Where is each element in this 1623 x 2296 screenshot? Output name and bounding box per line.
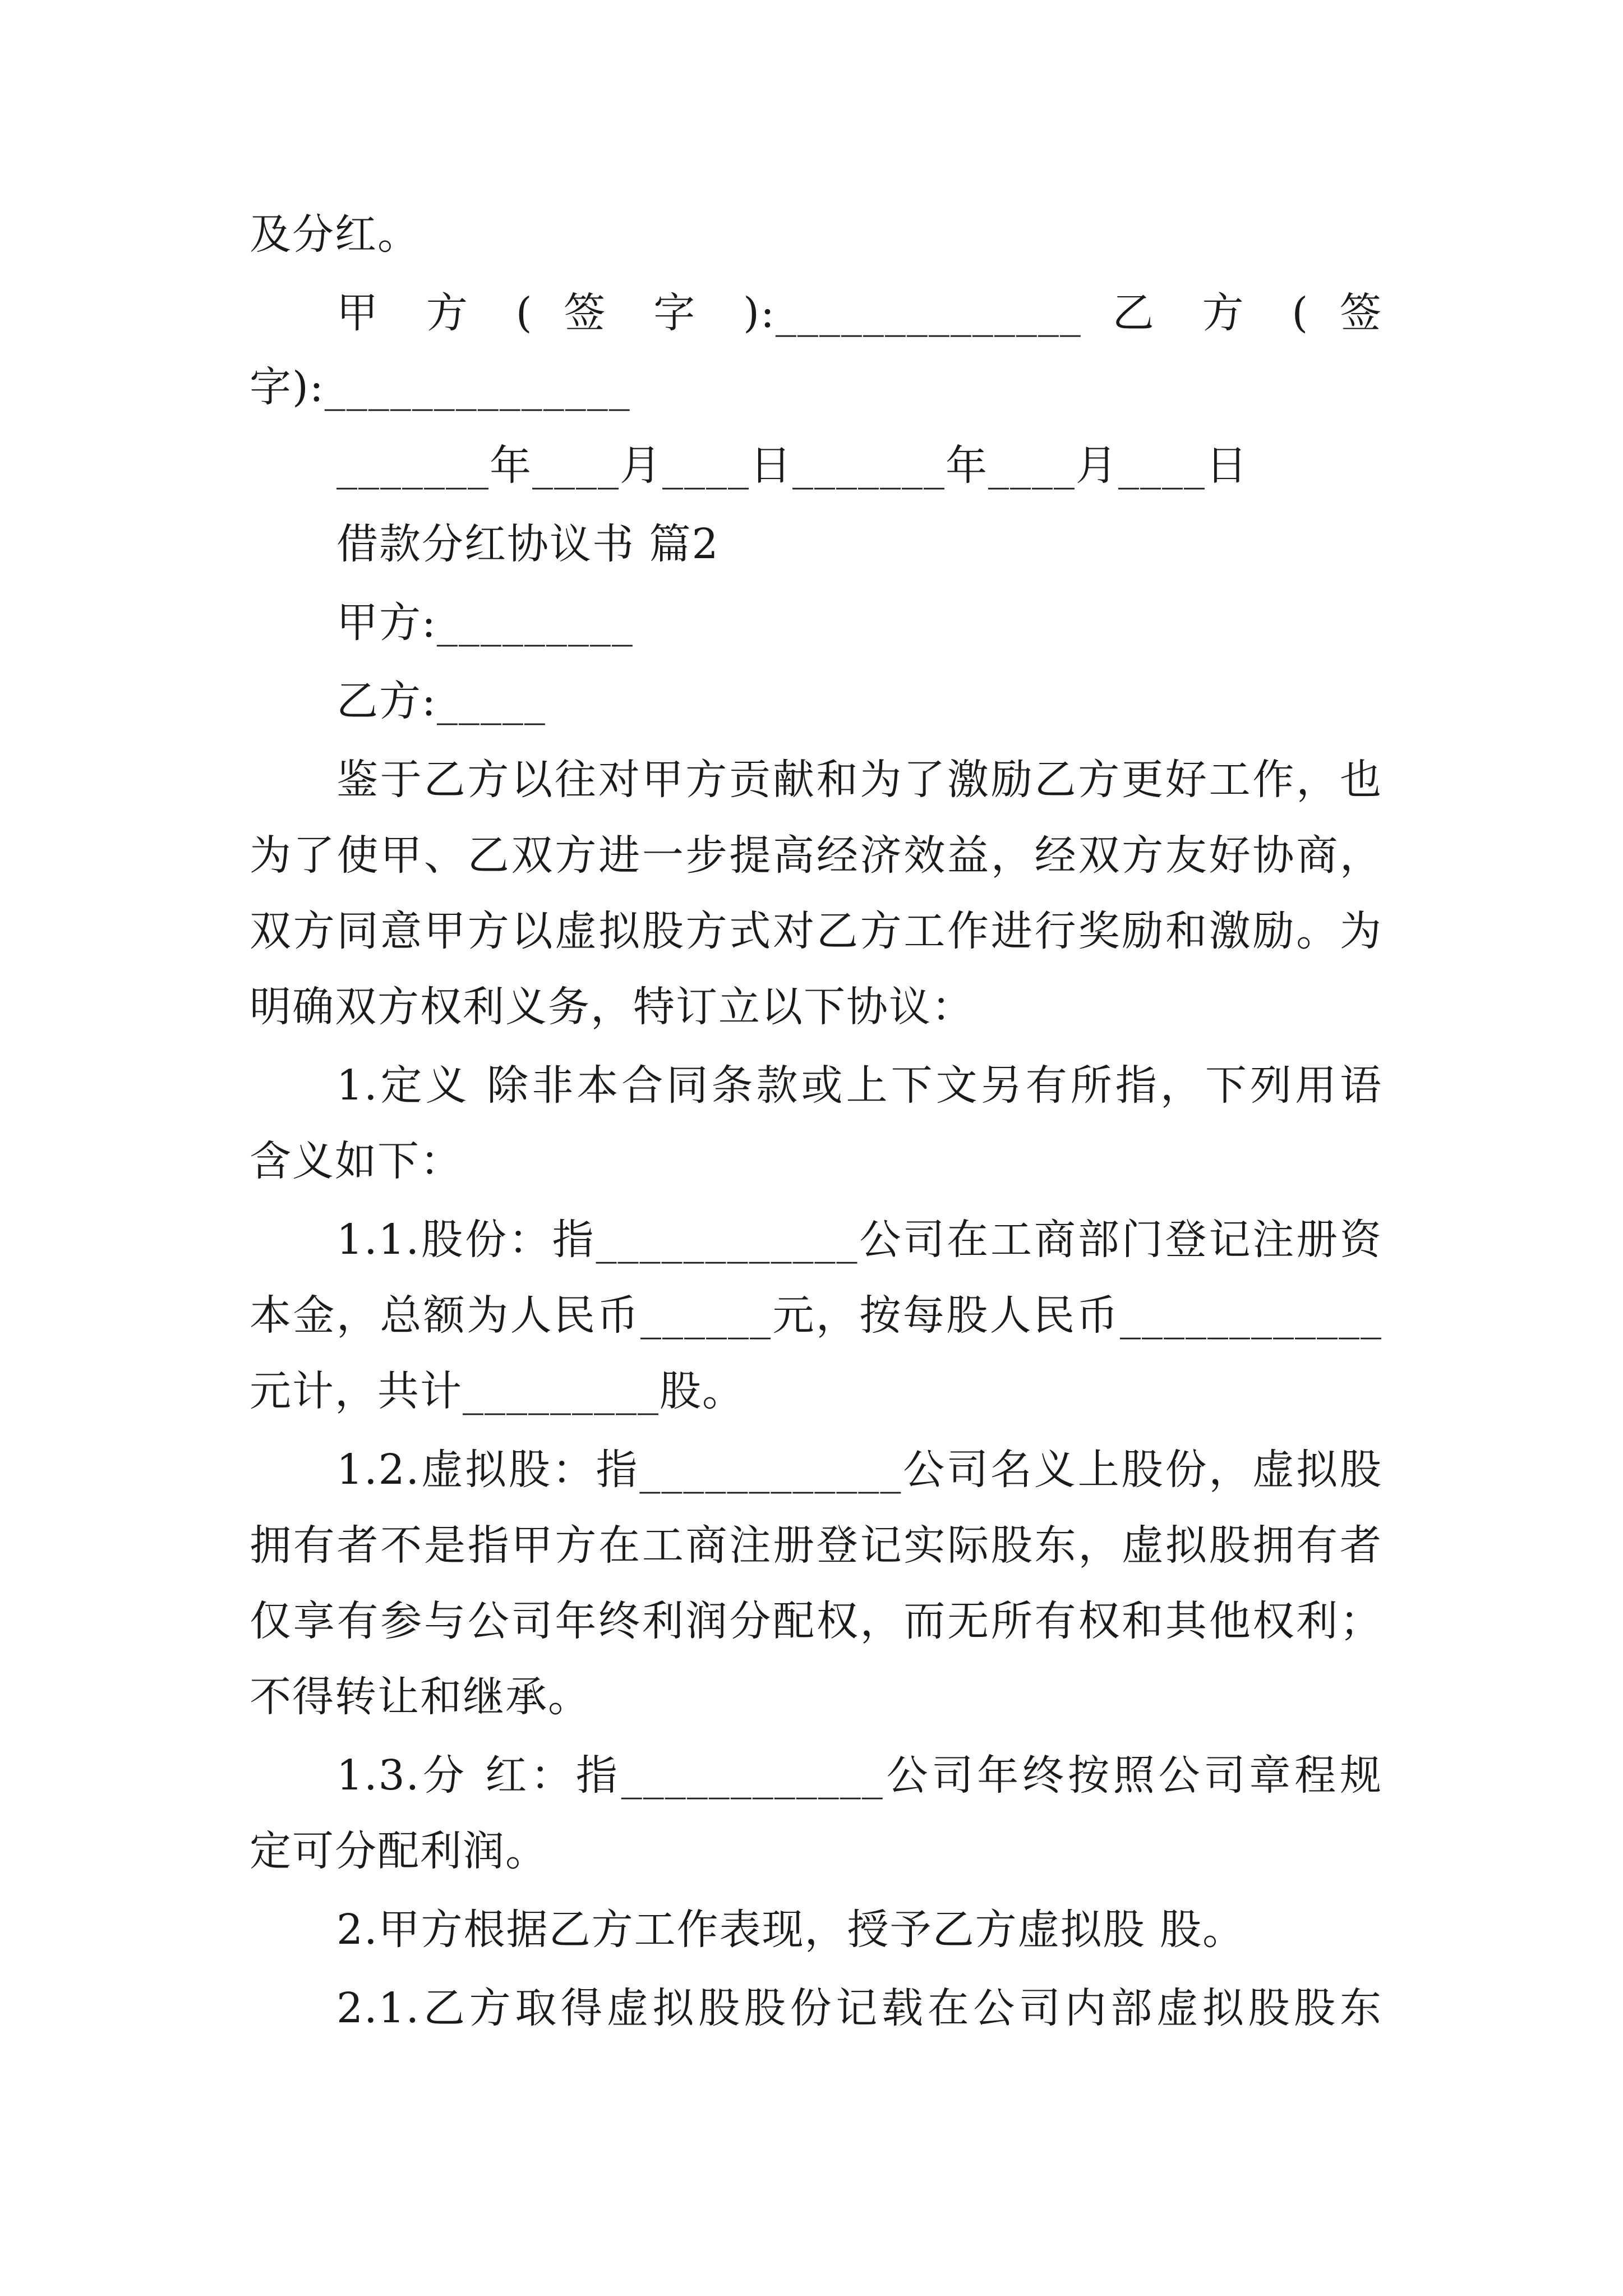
clause-line: 本金，总额为人民币______元，按每股人民币____________ <box>250 1291 1382 1340</box>
clause-line: 1.2.虚拟股：指____________公司名义上股份，虚拟股 <box>336 1446 1382 1494</box>
signature-line-2: 字):______________ <box>250 363 631 411</box>
paragraph-line: 双方同意甲方以虚拟股方式对乙方工作进行奖励和激励。为 <box>250 907 1382 955</box>
clause-line: 2.甲方根据乙方工作表现，授予乙方虚拟股 股。 <box>336 1906 1246 1954</box>
clause-line: 1.1.股份：指____________公司在工商部门登记注册资 <box>336 1216 1382 1264</box>
party-a-line: 甲方:_________ <box>336 599 634 647</box>
clause-line: 定可分配利润。 <box>250 1827 548 1875</box>
paragraph-line: 为了使甲、乙双方进一步提高经济效益，经双方友好协商， <box>250 831 1382 880</box>
clause-line: 1.定义 除非本合同条款或上下文另有所指，下列用语 <box>336 1061 1382 1110</box>
paragraph-line: 鉴于乙方以往对甲方贡献和为了激励乙方更好工作，也 <box>336 756 1382 804</box>
party-b-line: 乙方:_____ <box>336 677 546 725</box>
date-line: _______年____月____日_______年____月____日 <box>336 441 1248 490</box>
section-title: 借款分红协议书 篇2 <box>336 520 720 568</box>
clause-line: 元计，共计_________股。 <box>250 1367 745 1415</box>
clause-line: 拥有者不是指甲方在工商注册登记实际股东，虚拟股拥有者 <box>250 1521 1382 1570</box>
clause-line: 含义如下： <box>250 1137 463 1185</box>
clause-line: 仅享有参与公司年终利润分配权，而无所有权和其他权利； <box>250 1597 1382 1645</box>
text-line: 及分红。 <box>250 210 420 259</box>
clause-line: 不得转让和继承。 <box>250 1673 591 1721</box>
signature-line-1: 甲 方 ( 签 字 ):______________ 乙 方 ( 签 <box>336 289 1382 337</box>
clause-line: 1.3.分 红：指____________公司年终按照公司章程规 <box>336 1751 1382 1800</box>
clause-line: 2.1.乙方取得虚拟股股份记载在公司内部虚拟股股东 <box>336 1984 1382 2032</box>
paragraph-line: 明确双方权利义务，特订立以下协议： <box>250 983 974 1031</box>
